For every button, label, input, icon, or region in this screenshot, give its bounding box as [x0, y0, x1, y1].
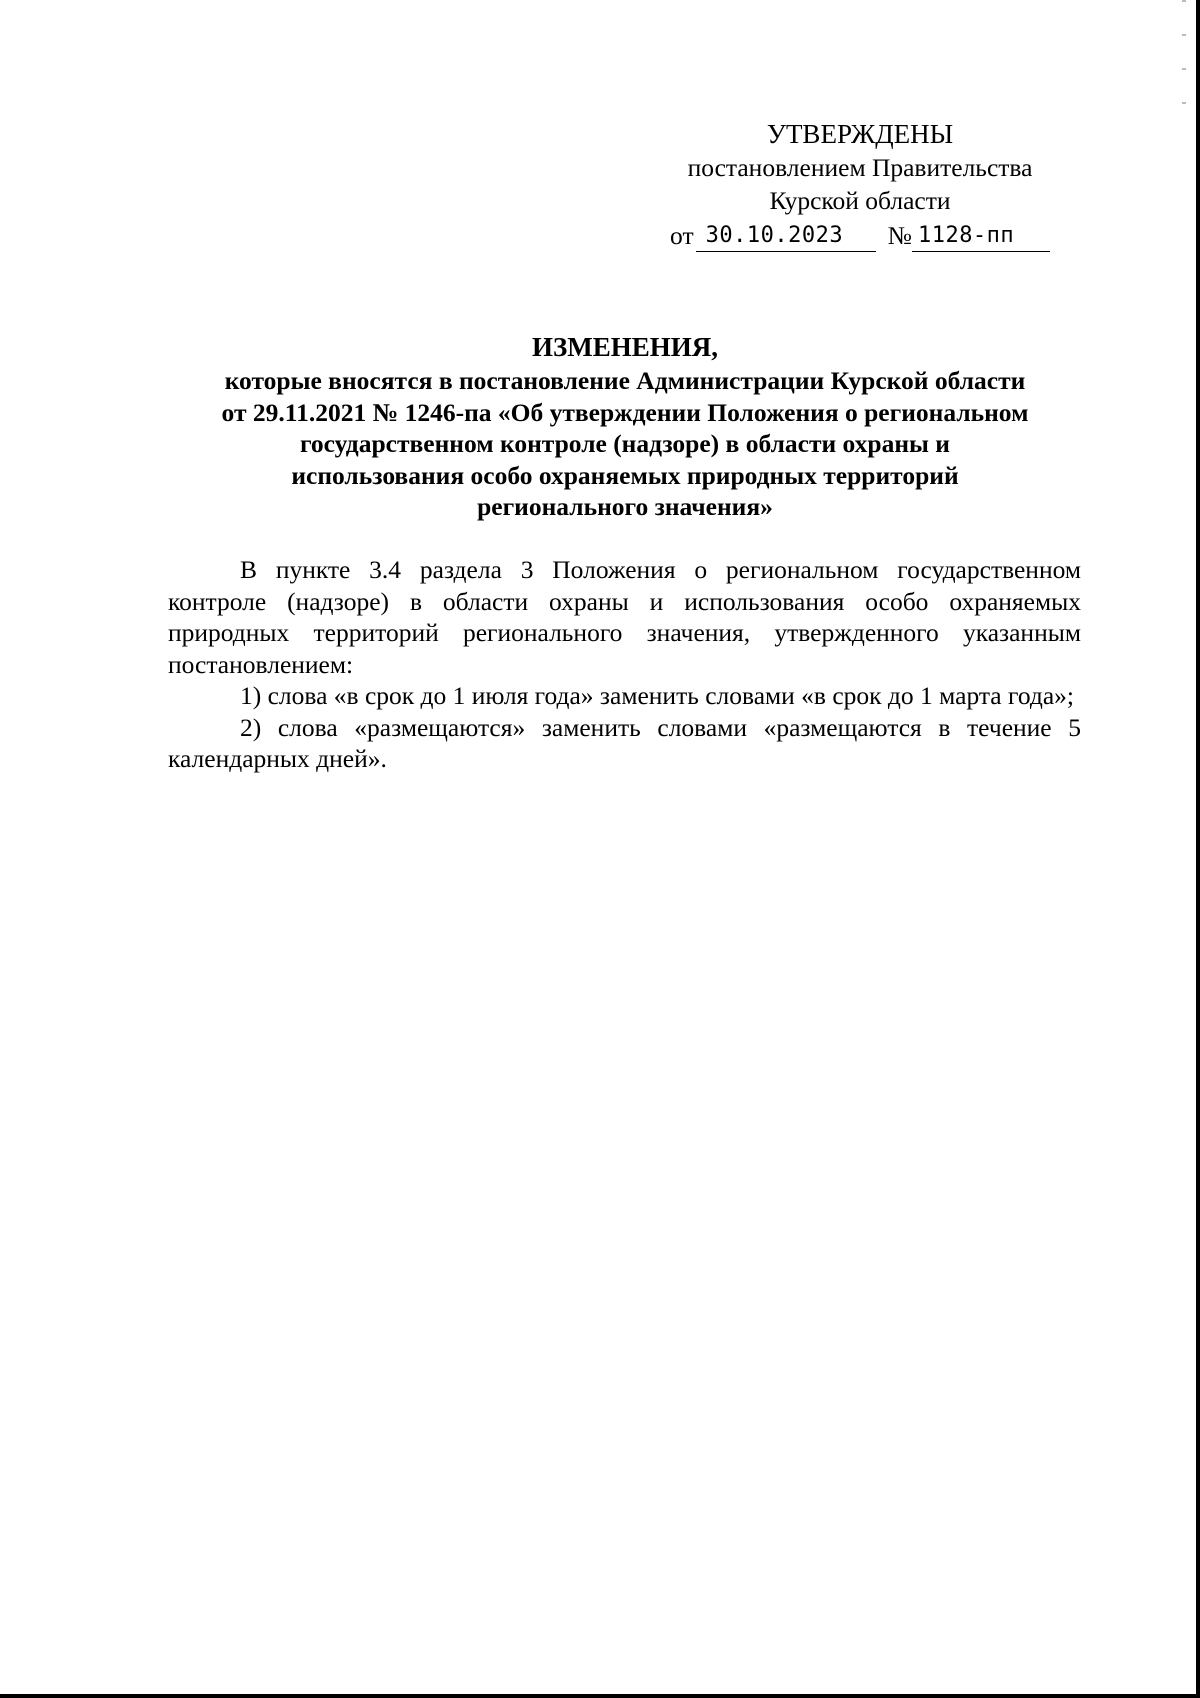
approval-date-line [660, 219, 1060, 252]
heading-line: от 29.11.2021 № 1246-па «Об утверждении Положения о региональном [221, 397, 1029, 427]
body-paragraph-intro: В пункте 3.4 раздела 3 Положения о региональном государственном контроле (надзоре) в области охраны и использования особо охраняемых природных территорий регионального значения, утвержденного указанным постановлением: [168, 555, 1081, 679]
approval-line-2: Курской области [769, 186, 951, 215]
approval-block [660, 118, 1060, 252]
scan-artifact-dots [1182, 0, 1186, 120]
heading-line: регионального значения» [477, 492, 773, 521]
heading-line: которые вносятся в постановление Администрации Курской области [224, 366, 1026, 395]
document-body [168, 554, 1081, 775]
scan-edge-right [1196, 0, 1200, 1698]
date-prefix: от [670, 221, 694, 250]
approval-title: УТВЕРЖДЕНЫ [766, 119, 954, 149]
heading-title: ИЗМЕНЕНИЯ, [531, 332, 718, 362]
heading-line: государственном контроле (надзоре) в области охраны и [299, 429, 950, 458]
body-paragraph-item-2: 2) слова «размещаются» заменить словами «размещаются в течение 5 календарных дней». [168, 712, 1081, 773]
document-heading [150, 330, 1100, 523]
scan-edge-bottom [0, 1694, 1200, 1698]
approval-line-1: постановлением Правительства [687, 153, 1033, 182]
approval-date: 30.10.2023 [696, 222, 876, 252]
approval-number: 1128-пп [912, 222, 1050, 252]
body-paragraph-item-1: 1) слова «в срок до 1 июля года» заменить словами «в срок до 1 марта года»; [240, 681, 1074, 710]
number-sign: № [887, 221, 912, 250]
heading-line: использования особо охраняемых природных территорий [291, 460, 959, 490]
